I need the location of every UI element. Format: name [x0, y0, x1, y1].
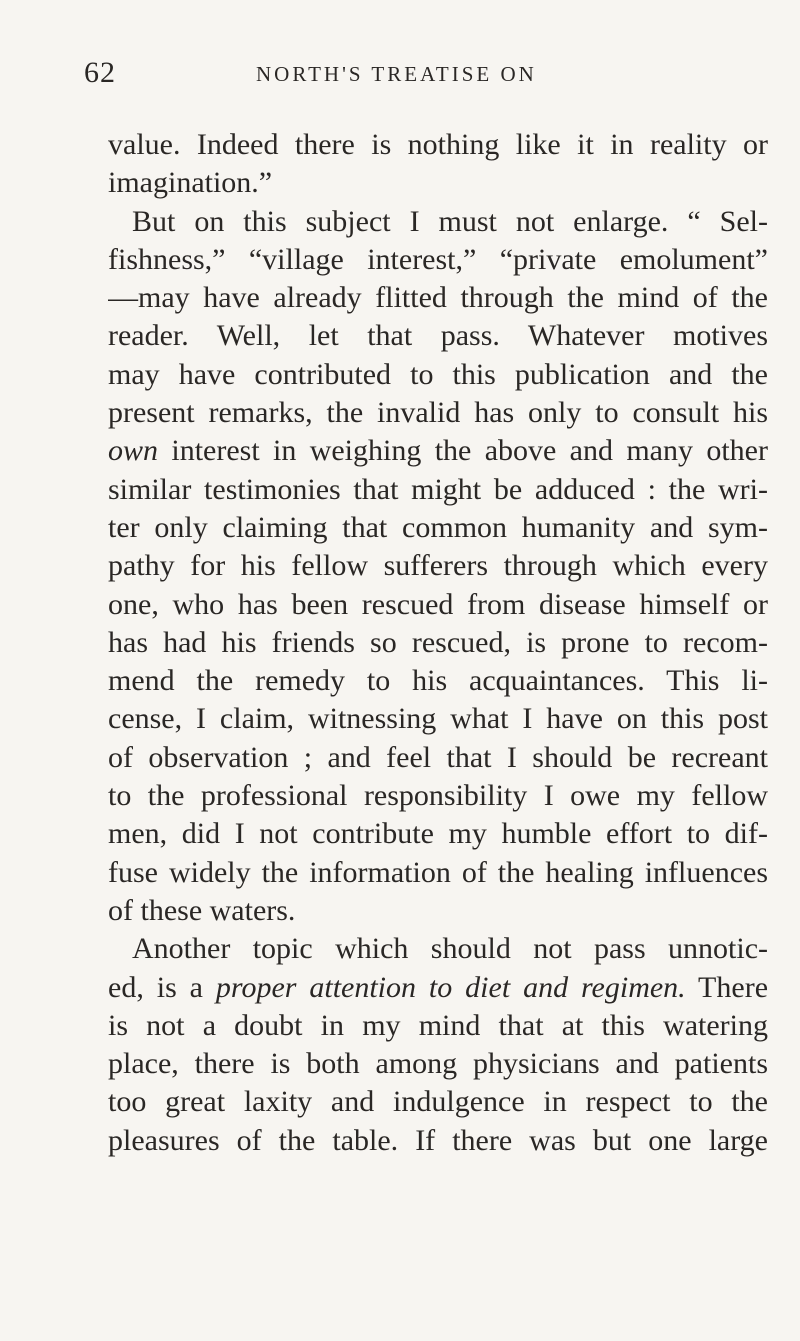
running-title: NORTH'S TREATISE ON — [256, 62, 537, 86]
text-line: pathy for his fellow sufferers through which every — [108, 549, 768, 583]
italic-emphasis: proper attention to diet and regimen. — [215, 970, 686, 1004]
text-line: present remarks, the invalid has only to consult his — [108, 396, 768, 430]
body-text — [108, 126, 768, 1160]
text-line: men, did I not contribute my humble effort to dif- — [108, 817, 768, 851]
text-line: reader. Well, let that pass. Whatever motives — [108, 319, 768, 353]
text-line: to the professional responsibility I owe my fellow — [108, 779, 768, 813]
text-line: imagination.” — [108, 166, 273, 200]
text-line: fishness,” “village interest,” “private emolument” — [108, 242, 768, 276]
text-line: pleasures of the table. If there was but one large — [108, 1123, 768, 1157]
text-line: —may have already flitted through the mind of the — [108, 281, 768, 315]
text-line: value. Indeed there is nothing like it in reality or — [108, 128, 768, 161]
text-line: ter only claiming that common humanity and sym- — [108, 510, 768, 544]
text-line: too great laxity and indulgence in respect to the — [108, 1085, 768, 1119]
text-line: mend the remedy to his acquaintances. This li- — [108, 664, 768, 698]
text-line: has had his friends so rescued, is prone to recom- — [108, 625, 768, 659]
text-line: cense, I claim, witnessing what I have on this post — [108, 702, 768, 736]
text-line: is not a doubt in my mind that at this watering — [108, 1008, 768, 1042]
text-line: Another topic which should not pass unnotic- — [132, 932, 768, 966]
text-line: similar testimonies that might be adduced : the wri- — [108, 472, 768, 506]
page-number: 62 — [84, 56, 116, 89]
text-line-with-italic: ed, is a proper attention to diet and regimen. There — [108, 970, 768, 1004]
text-line: one, who has been rescued from disease himself or — [108, 587, 768, 621]
text-line: may have contributed to this publication and the — [108, 357, 768, 391]
text-line: fuse widely the information of the healing influences — [108, 855, 768, 889]
text-line: But on this subject I must not enlarge. “ Sel- — [132, 204, 768, 238]
running-head — [84, 56, 772, 92]
text-line: place, there is both among physicians and patients — [108, 1047, 768, 1081]
italic-emphasis: own — [108, 434, 159, 468]
text-line-with-italic: own interest in weighing the above and many other — [108, 434, 768, 468]
text-line: of observation ; and feel that I should be recreant — [108, 740, 768, 774]
text-line: of these waters. — [108, 893, 296, 927]
